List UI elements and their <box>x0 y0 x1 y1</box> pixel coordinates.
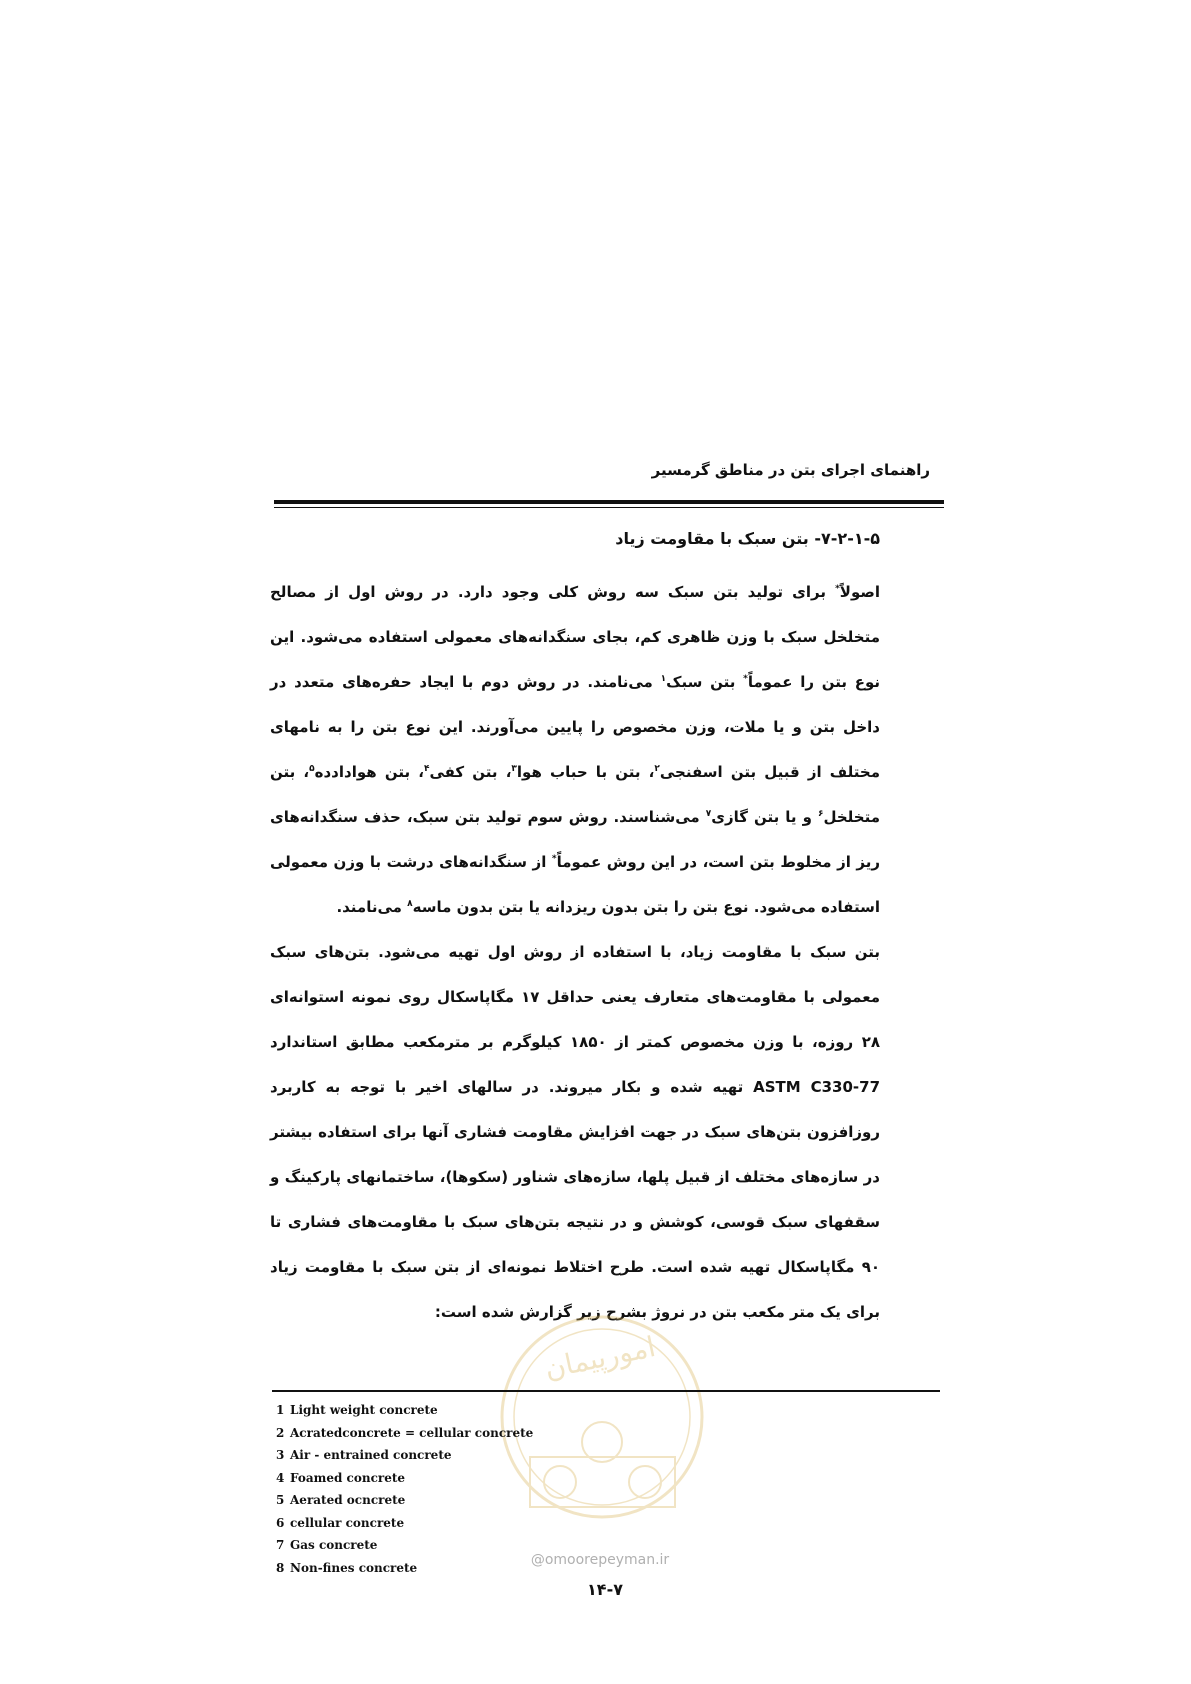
footnotes <box>276 1399 676 1579</box>
text-run: ، بتن هوادادده <box>314 763 424 781</box>
footnote-ref-4: ۴ <box>423 764 430 774</box>
footnote-item: 5 Aerated ocncrete <box>276 1493 406 1507</box>
page-number: ۱۴-۷ <box>587 1580 623 1599</box>
footnote-item: 8 Non-fines concrete <box>276 1560 418 1575</box>
watermark-logo-text: امورپیمان <box>541 1329 659 1386</box>
running-header: راهنمای اجرای بتن در مناطق گرمسیر <box>651 461 930 479</box>
section-heading: ۷-۲-۱-۵- بتن سبک با مقاومت زیاد <box>615 529 880 548</box>
header-rule-thick <box>274 500 944 504</box>
footnote-item: 3 Air - entrained concrete <box>276 1448 452 1462</box>
text-run: ، بتن متخلخل <box>270 763 880 826</box>
body-text <box>270 570 880 1335</box>
footnote-ref-6: ۶ <box>817 809 824 819</box>
footnote-ref-2: ۲ <box>654 764 660 774</box>
header-rule-thin <box>274 507 944 508</box>
footnote-rule <box>272 1390 940 1392</box>
footnote-item: 7 Gas concrete <box>276 1538 378 1552</box>
footnote-item: 2 Acratedconcrete = cellular concrete <box>276 1425 534 1440</box>
text-run: اصولاً <box>839 583 880 601</box>
text-run: از سنگدانه‌های درشت با وزن معمولی استفاده می‌شود. نوع بتن را بتن بدون ریزدانه یا بتن بدون ماسه <box>270 853 880 916</box>
text-run: بتن سبک با مقاومت زیاد، با استفاده از روش اول تهیه می‌شود. بتن‌های سبک معمولی با مقاومت‌های متعارف یعنی حداقل ۱۷ مگاپاسکال روی نمونه استوانه‌ای ۲۸ روزه، با وزن مخصوص کمتر از ۱۸۵۰ کیلوگرم بر مترمکعب مطابق استاندارد ASTM C330-77 تهیه شده و بکار میروند. در سالهای اخیر با توجه به کاربرد روزافزون بتن‌های سبک در جهت افزایش مقاومت فشاری آنها برای استفاده بیشتر در سازه‌های مختلف از قبیل پلها، سازه‌های شناور (سکوها)، ساختمانهای پارکینگ و سقفهای سبک قوسی، کوشش و در نتیجه بتن‌های سبک با مقاومت‌های فشاری تا ۹۰ مگاپاسکال تهیه شده است. طرح اختلاط نمونه‌ای از بتن سبک با مقاومت زیاد برای یک متر مکعب بتن در نروژ بشرح زیر گزارش شده است: <box>270 943 881 1321</box>
text-run: و یا بتن گازی <box>711 808 818 826</box>
text-run: می‌نامند. در روش دوم با ایجاد حفره‌های متعدد در داخل بتن و یا ملات، وزن مخصوص را پایین می‌آورند. این نوع بتن را به نامهای مختلف از قبیل بتن اسفنجی <box>270 673 880 781</box>
asterisk-mark: * <box>743 674 748 684</box>
footnote-ref-7: ۷ <box>705 809 712 819</box>
text-run: ، بتن کفی <box>429 763 512 781</box>
paragraph-2 <box>270 930 880 1335</box>
text-run: برای تولید بتن سبک سه روش کلی وجود دارد. در روش اول از مصالح متخلخل سبک با وزن ظاهری کم، بجای سنگدانه‌های معمولی استفاده می‌شود. این نوع بتن را عموماً <box>270 583 881 691</box>
footnote-ref-3: ۳ <box>511 764 517 774</box>
paragraph-1 <box>270 570 880 930</box>
footnote-ref-8: ۸ <box>407 899 413 909</box>
text-run: بتن سبک <box>666 673 744 691</box>
footnote-ref-5: ۵ <box>309 764 315 774</box>
text-run: می‌نامند. <box>336 898 408 916</box>
watermark-url: @omoorepeyman.ir <box>530 1552 670 1568</box>
text-run: می‌شناسند. روش سوم تولید بتن سبک، حذف سنگدانه‌های ریز از مخلوط بتن است، در این روش عموماً <box>270 808 880 871</box>
footnote-item: 6 cellular concrete <box>276 1515 405 1530</box>
footnote-item: 1 Light weight concrete <box>276 1403 438 1417</box>
asterisk-mark: * <box>551 854 557 864</box>
footnote-item: 4 Foamed concrete <box>276 1470 406 1485</box>
text-run: ، بتن با حباب هوا <box>516 763 655 781</box>
asterisk-mark: * <box>835 584 840 594</box>
footnote-ref-1: ۱ <box>660 674 667 684</box>
